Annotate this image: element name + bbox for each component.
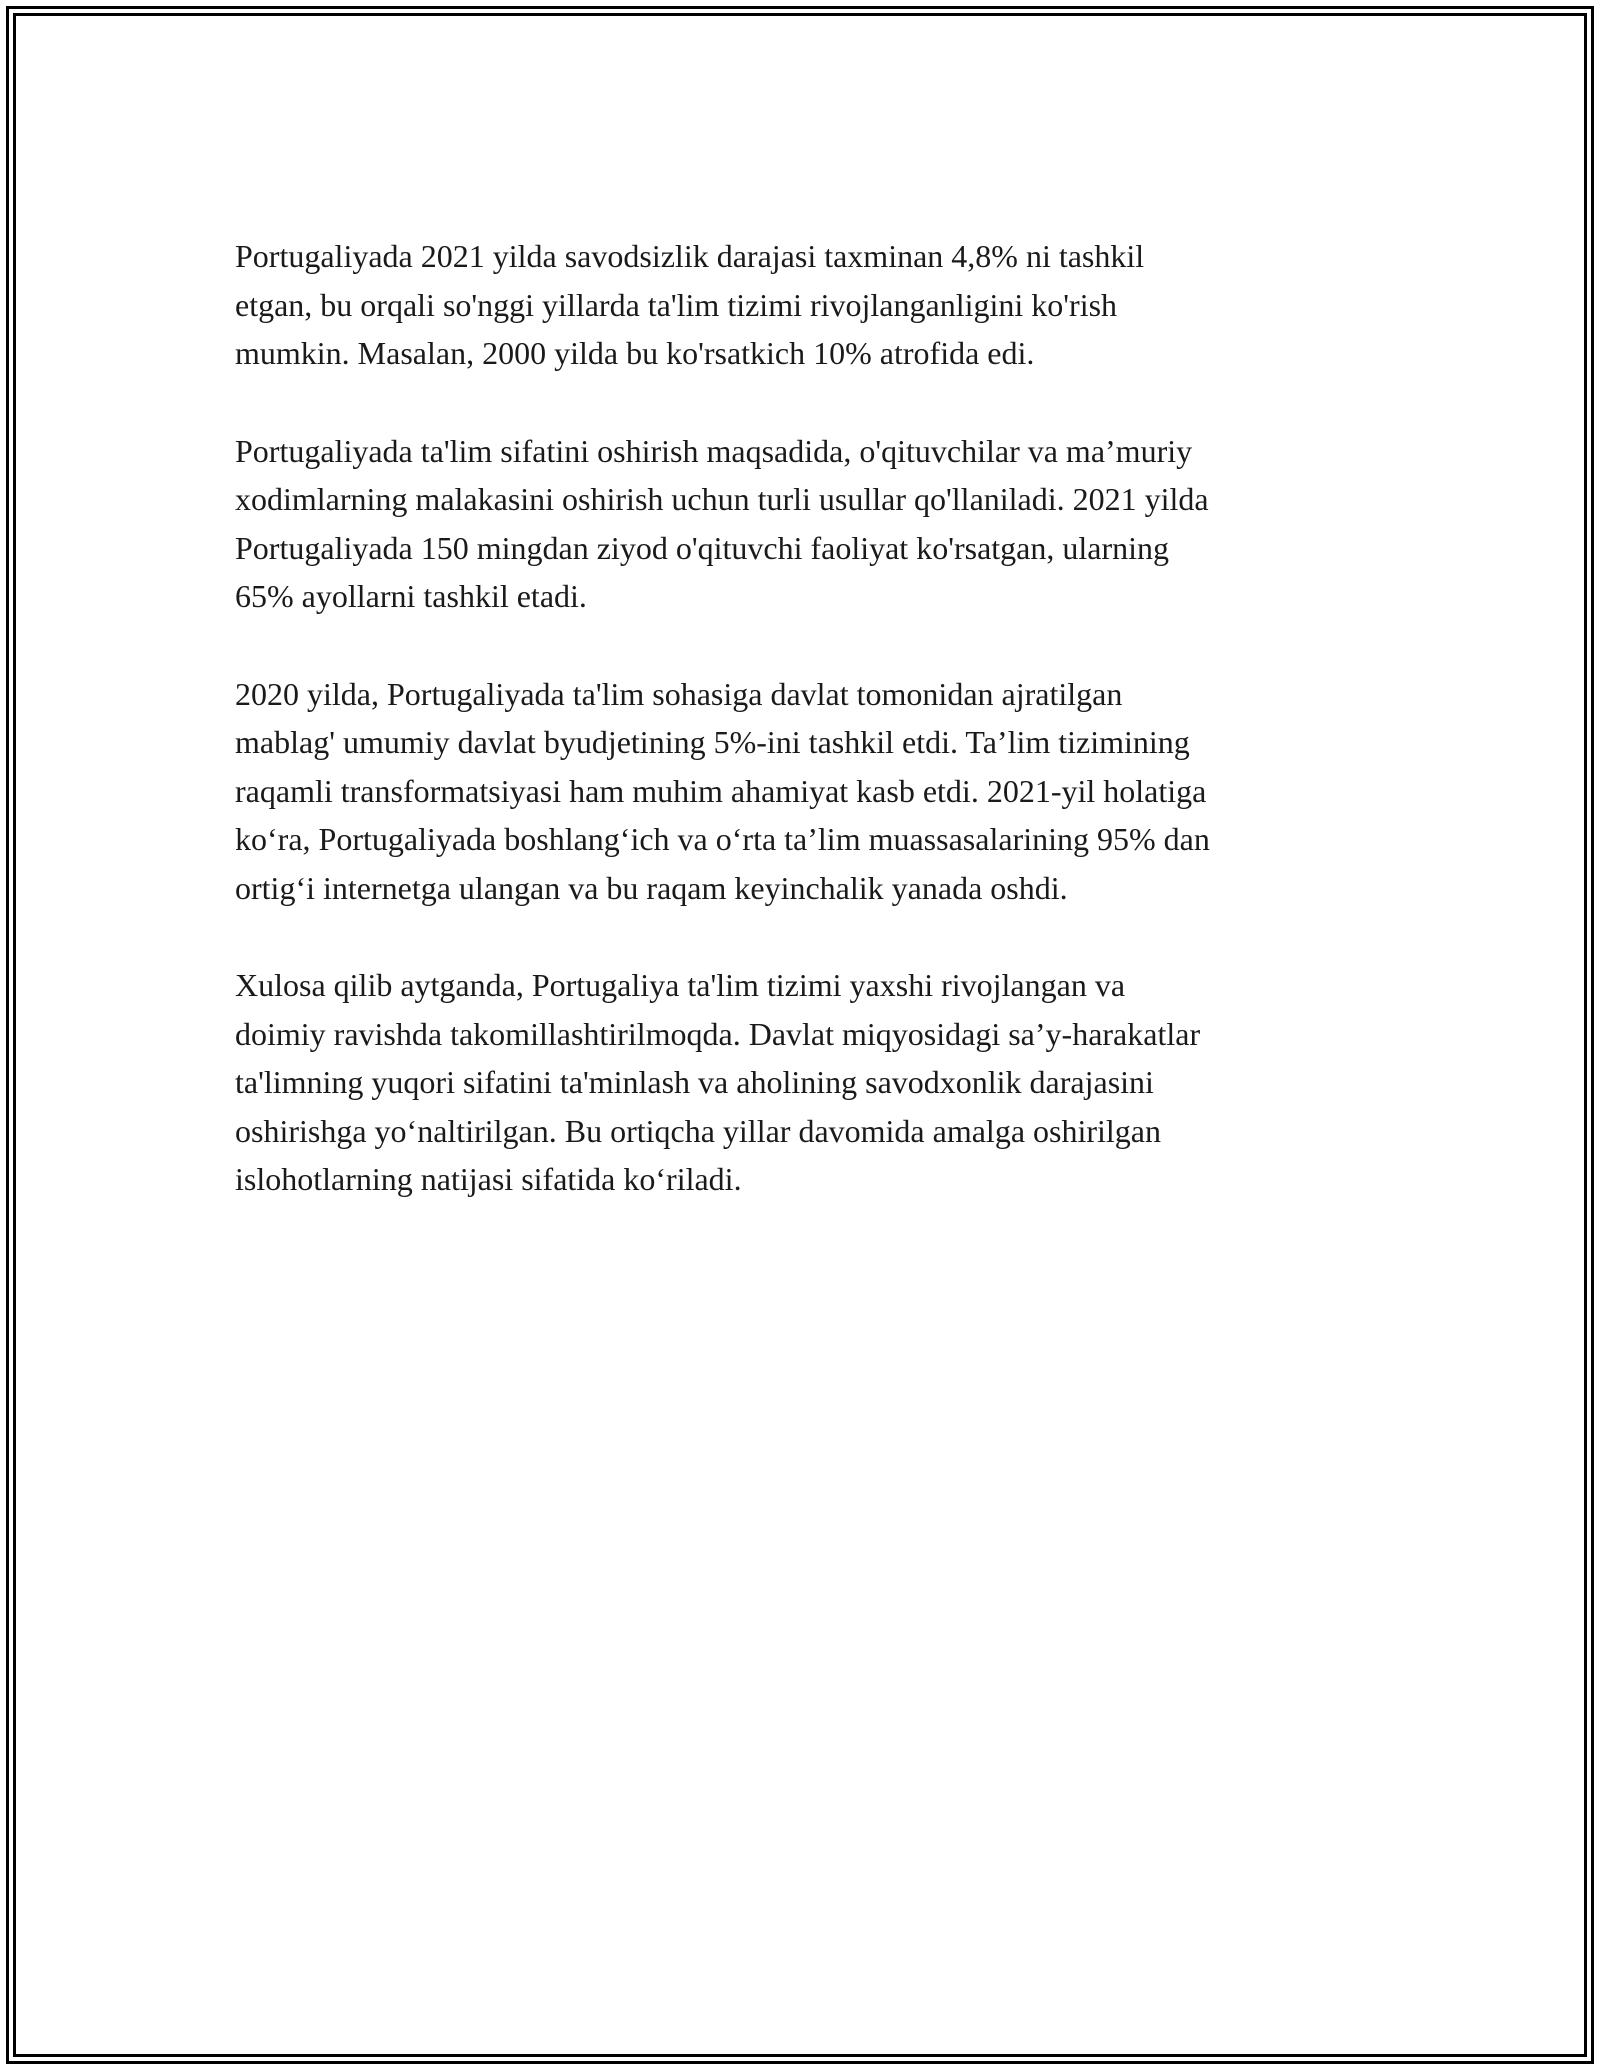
text-line: mablag' umumiy davlat byudjetining 5%-ini tashkil etdi. Ta’lim tizimining <box>235 724 1190 760</box>
document-body <box>235 232 1375 1253</box>
text-line: Portugaliyada 150 mingdan ziyod o'qituvchi faoliyat ko'rsatgan, ularning <box>235 529 1169 566</box>
text-line: ortig‘i internetga ulangan va bu raqam keyinchalik yanada oshdi. <box>235 869 1068 906</box>
paragraph-teachers <box>235 427 1375 621</box>
text-line: ko‘ra, Portugaliyada boshlang‘ich va o‘rta ta’lim muassasalarining 95% dan <box>235 821 1210 857</box>
text-line: Portugaliyada ta'lim sifatini oshirish maqsadida, o'qituvchilar va ma’muriy <box>235 432 1193 469</box>
paragraph-conclusion <box>235 961 1375 1204</box>
text-line: etgan, bu orqali so'nggi yillarda ta'lim tizimi rivojlanganligini ko'rish <box>235 286 1118 323</box>
text-line: mumkin. Masalan, 2000 yilda bu ko'rsatkich 10% atrofida edi. <box>235 335 1035 371</box>
text-line: Xulosa qilib aytganda, Portugaliya ta'lim tizimi yaxshi rivojlangan va <box>235 967 1126 1003</box>
paragraph-literacy <box>235 232 1375 378</box>
text-line: ta'limning yuqori sifatini ta'minlash va aholining savodxonlik darajasini <box>235 1064 1154 1100</box>
text-line: raqamli transformatsiyasi ham muhim ahamiyat kasb etdi. 2021-yil holatiga <box>235 772 1207 809</box>
text-line: islohotlarning natijasi sifatida ko‘riladi. <box>235 1161 742 1197</box>
text-line: 2020 yilda, Portugaliyada ta'lim sohasiga davlat tomonidan ajratilgan <box>235 675 1123 712</box>
text-line: Portugaliyada 2021 yilda savodsizlik darajasi taxminan 4,8% ni tashkil <box>235 238 1145 274</box>
text-line: oshirishga yo‘naltirilgan. Bu ortiqcha yillar davomida amalga oshirilgan <box>235 1112 1161 1149</box>
text-line: 65% ayollarni tashkil etadi. <box>235 578 587 614</box>
paragraph-funding <box>235 670 1375 913</box>
text-line: xodimlarning malakasini oshirish uchun turli usullar qo'llaniladi. 2021 yilda <box>235 481 1209 517</box>
text-line: doimiy ravishda takomillashtirilmoqda. Davlat miqyosidagi sa’y-harakatlar <box>235 1015 1201 1052</box>
